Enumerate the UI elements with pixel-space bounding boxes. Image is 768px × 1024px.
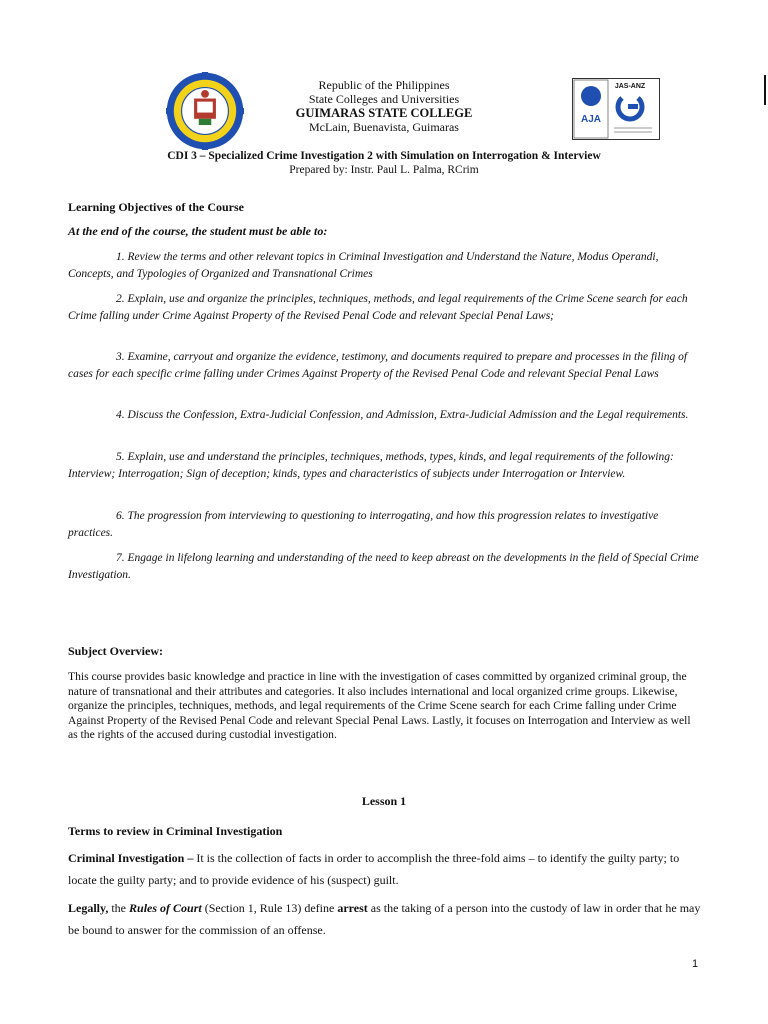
objective-item: 2. Explain, use and organize the principles, techniques, methods, and legal requirements of the Crime Scene search for each Crime falling under Crime Against Property of the Revised Penal Code and relevant Special Penal Laws; <box>68 293 688 322</box>
course-block <box>0 149 768 177</box>
objective-item: 5. Explain, use and understand the principles, techniques, methods, types, kinds, and legal requirements of the following: Interview; Interrogation; Sign of deception; kinds, types and characteristics of subjects under Interrogation or Interview. <box>68 451 674 480</box>
overview-heading: Subject Overview: <box>68 644 163 658</box>
rules-of-court: Rules of Court <box>129 901 202 915</box>
header-republic: Republic of the Philippines <box>318 78 450 92</box>
definition-term: Criminal Investigation – <box>68 851 194 865</box>
page-number: 1 <box>692 958 699 970</box>
definition-text: as the taking of a person into the custody of law in order that he may be bound to answer for the commission of an offense. <box>68 901 701 937</box>
header-address: McLain, Buenavista, Guimaras <box>309 120 459 134</box>
svg-text:AJA: AJA <box>580 114 602 125</box>
definition-criminal-investigation <box>68 847 708 891</box>
objective-item: 7. Engage in lifelong learning and understanding of the need to keep abreast on the developments in the field of Special Crime Investigation. <box>68 552 699 581</box>
definition-arrest <box>68 897 708 941</box>
definition-lead: Legally, <box>68 901 109 915</box>
prepared-by: Prepared by: Instr. Paul L. Palma, RCrim <box>289 164 479 176</box>
lesson-title: Lesson 1 <box>361 794 407 808</box>
objective-item: 3. Examine, carryout and organize the evidence, testimony, and documents required to prepare and processes in the filing of cases for each specific crime falling under Crimes Against Property of the Revised Penal Code and relevant Special Penal Laws <box>68 351 688 380</box>
overview-paragraph: This course provides basic knowledge and practice in line with the investigation of cases committed by organized criminal group, the nature of transnational and their attributes and categories. It also includes international and local organized crime groups. Likewise, organize the principles, techniques, methods, and legal requirements of the Crime Scene search for each Crime falling under Crime Against Property of the Revised Penal Code and relevant Special Penal Laws. Lastly, it focuses on Interrogation and Interview as well as the rights of the accused during custodial investigation. <box>68 670 691 742</box>
svg-text:JAS-ANZ: JAS-ANZ <box>614 83 646 90</box>
definition-connector: the <box>108 901 130 915</box>
definition-citation: (Section 1, Rule 13) define <box>201 901 338 915</box>
header-suc: State Colleges and Universities <box>308 92 460 106</box>
objectives-heading: Learning Objectives of the Course <box>68 200 244 214</box>
course-title: CDI 3 – Specialized Crime Investigation 2 with Simulation on Interrogation & Interview <box>167 150 601 162</box>
lesson-subheading: Terms to review in Criminal Investigation <box>68 824 283 838</box>
objective-item: 4. Discuss the Confession, Extra-Judicial Confession, and Admission, Extra-Judicial Admission and the Legal requirements. <box>116 409 689 421</box>
objective-item: 6. The progression from interviewing to questioning to interrogating, and how this progression relates to investigative practices. <box>68 510 659 539</box>
definition-term-arrest: arrest <box>337 901 368 915</box>
objectives-intro: At the end of the course, the student must be able to: <box>68 224 328 238</box>
header-college-name: GUIMARAS STATE COLLEGE <box>295 106 473 120</box>
objective-item: 1. Review the terms and other relevant topics in Criminal Investigation and Understand the Nature, Modus Operandi, Concepts, and Typologies of Organized and Transnational Crimes <box>68 251 659 280</box>
definition-text: It is the collection of facts in order to accomplish the three-fold aims – to identify the guilty party; to locate the guilty party; and to provide evidence of his (suspect) guilt. <box>68 851 680 887</box>
